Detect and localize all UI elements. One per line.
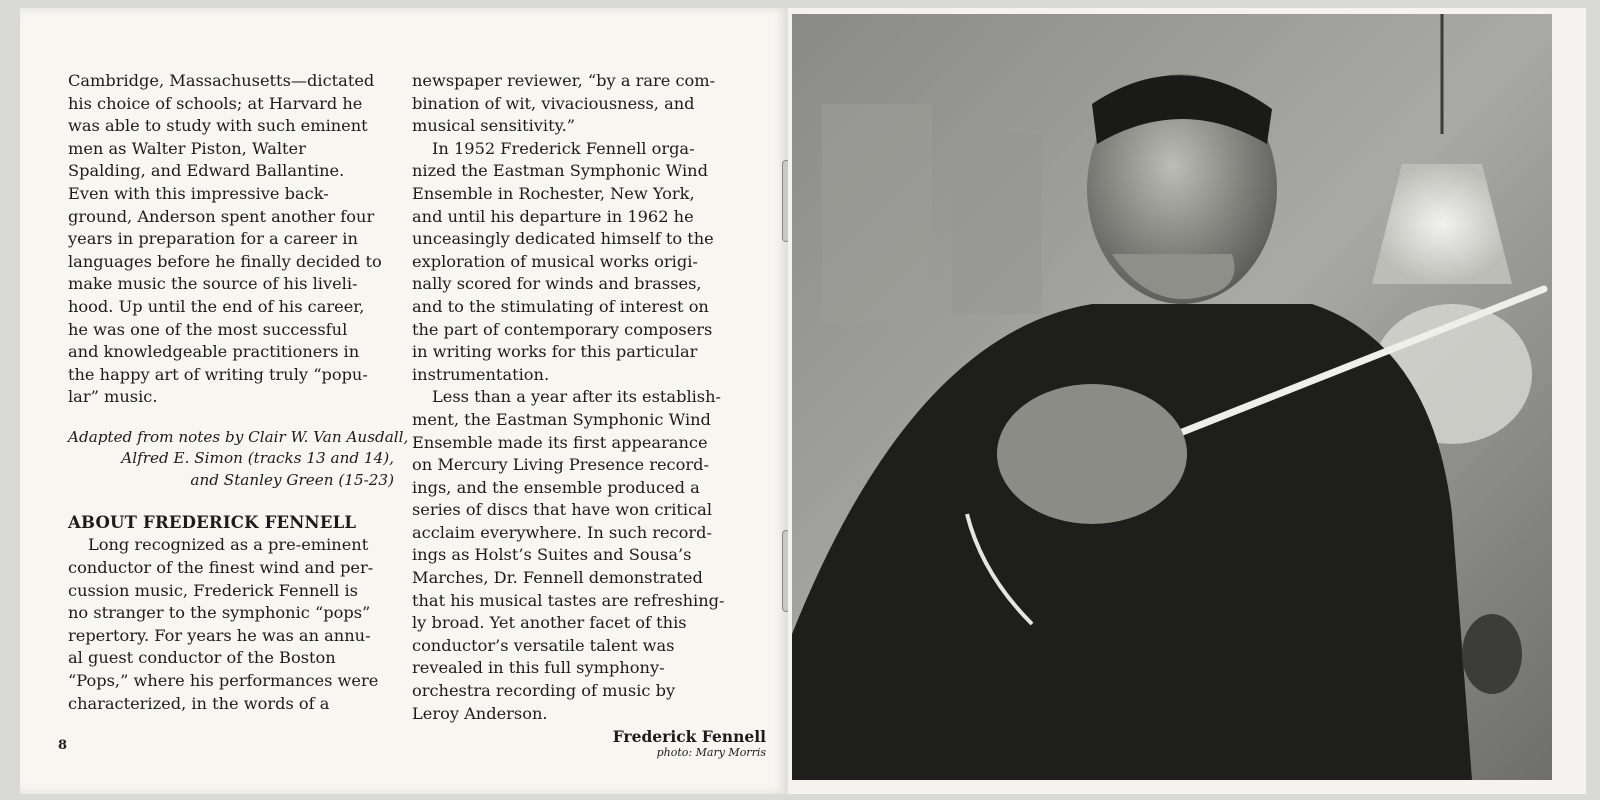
text-line: al guest conductor of the Boston xyxy=(68,648,336,668)
mercury-paragraph xyxy=(412,386,732,725)
text-line: revealed in this full symphony- xyxy=(412,658,665,678)
conductor-photo xyxy=(792,14,1552,780)
left-page xyxy=(20,8,788,794)
credit-line: Alfred E. Simon (tracks 13 and 14), xyxy=(121,449,394,468)
text-line: lar” music. xyxy=(68,387,158,407)
text-line: orchestra recording of music by xyxy=(412,681,676,701)
text-line: on Mercury Living Presence record- xyxy=(412,455,709,475)
notes-credit xyxy=(68,427,409,492)
text-line: exploration of musical works origi- xyxy=(412,251,698,271)
text-line: hood. Up until the end of his career, xyxy=(68,296,365,316)
text-line: the happy art of writing truly “popu- xyxy=(68,364,368,384)
text-line: no stranger to the symphonic “pops” xyxy=(68,603,371,623)
text-line: Marches, Dr. Fennell demonstrated xyxy=(412,568,703,588)
section-heading: ABOUT FREDERICK FENNELL xyxy=(68,513,357,533)
text-line: his choice of schools; at Harvard he xyxy=(68,93,363,113)
credit-line: and Stanley Green (15-23) xyxy=(190,470,394,489)
text-line: series of discs that have won critical xyxy=(412,500,712,520)
biography-paragraph xyxy=(68,70,398,409)
text-line: languages before he finally decided to xyxy=(68,251,382,271)
text-line: “Pops,” where his performances were xyxy=(68,670,379,690)
credit-line: Adapted from notes by Clair W. Van Ausdall, xyxy=(68,427,409,446)
wall-panel xyxy=(822,104,932,324)
text-line: years in preparation for a career in xyxy=(68,229,358,249)
text-line: ings, and the ensemble produced a xyxy=(412,477,700,497)
text-line: musical sensitivity.” xyxy=(412,116,576,136)
page-number: 8 xyxy=(58,738,68,753)
text-line: he was one of the most successful xyxy=(68,319,348,339)
text-line: instrumentation. xyxy=(412,364,550,384)
text-line: that his musical tastes are refreshing- xyxy=(412,590,725,610)
text-line: Ensemble in Rochester, New York, xyxy=(412,183,695,203)
text-line: the part of contemporary composers xyxy=(412,319,713,339)
text-line: Even with this impressive back- xyxy=(68,183,329,203)
caption-name: Frederick Fennell xyxy=(612,727,766,746)
text-line: ings as Holst’s Suites and Sousa’s xyxy=(412,545,692,565)
text-line: Leroy Anderson. xyxy=(412,703,548,723)
text-line: Spalding, and Edward Ballantine. xyxy=(68,161,345,181)
left-text-column xyxy=(68,70,409,715)
text-line: cussion music, Frederick Fennell is xyxy=(68,580,358,600)
text-line: In 1952 Frederick Fennell orga- xyxy=(432,138,695,158)
text-line: and until his departure in 1962 he xyxy=(412,206,694,226)
background-figure xyxy=(1462,614,1522,694)
eastman-paragraph xyxy=(412,138,732,387)
text-line: ment, the Eastman Symphonic Wind xyxy=(412,409,711,429)
text-line: Ensemble made its first appearance xyxy=(412,432,708,452)
right-page xyxy=(788,8,1586,794)
text-line: and to the stimulating of interest on xyxy=(412,296,709,316)
text-line: make music the source of his liveli- xyxy=(68,274,358,294)
text-line: Less than a year after its establish- xyxy=(432,387,722,407)
fennell-paragraph xyxy=(68,534,398,715)
text-line: Long recognized as a pre-eminent xyxy=(88,535,369,555)
text-line: acclaim everywhere. In such record- xyxy=(412,522,712,542)
text-line: ground, Anderson spent another four xyxy=(68,206,375,226)
text-line: in writing works for this particular xyxy=(412,342,698,362)
text-line: bination of wit, vivaciousness, and xyxy=(412,93,695,113)
wall-panel xyxy=(952,134,1042,314)
text-line: characterized, in the words of a xyxy=(68,693,330,713)
text-line: Cambridge, Massachusetts—dictated xyxy=(68,71,375,90)
caption-credit: photo: Mary Morris xyxy=(656,746,766,759)
text-line: men as Walter Piston, Walter xyxy=(68,138,306,158)
right-text-column xyxy=(412,70,732,725)
text-line: nally scored for winds and brasses, xyxy=(412,274,702,294)
text-line: and knowledgeable practitioners in xyxy=(68,342,360,362)
text-line: newspaper reviewer, “by a rare com- xyxy=(412,71,716,90)
quote-paragraph xyxy=(412,70,732,138)
photo-caption xyxy=(613,727,766,760)
text-line: ly broad. Yet another facet of this xyxy=(412,613,687,633)
text-line: unceasingly dedicated himself to the xyxy=(412,229,714,249)
text-line: was able to study with such eminent xyxy=(68,116,368,136)
conductor-hand-baton xyxy=(997,384,1187,524)
text-line: nized the Eastman Symphonic Wind xyxy=(412,161,708,181)
text-line: repertory. For years he was an annu- xyxy=(68,625,371,645)
conductor-photo-illustration xyxy=(792,14,1552,780)
text-line: conductor’s versatile talent was xyxy=(412,635,675,655)
text-line: conductor of the finest wind and per- xyxy=(68,558,374,577)
